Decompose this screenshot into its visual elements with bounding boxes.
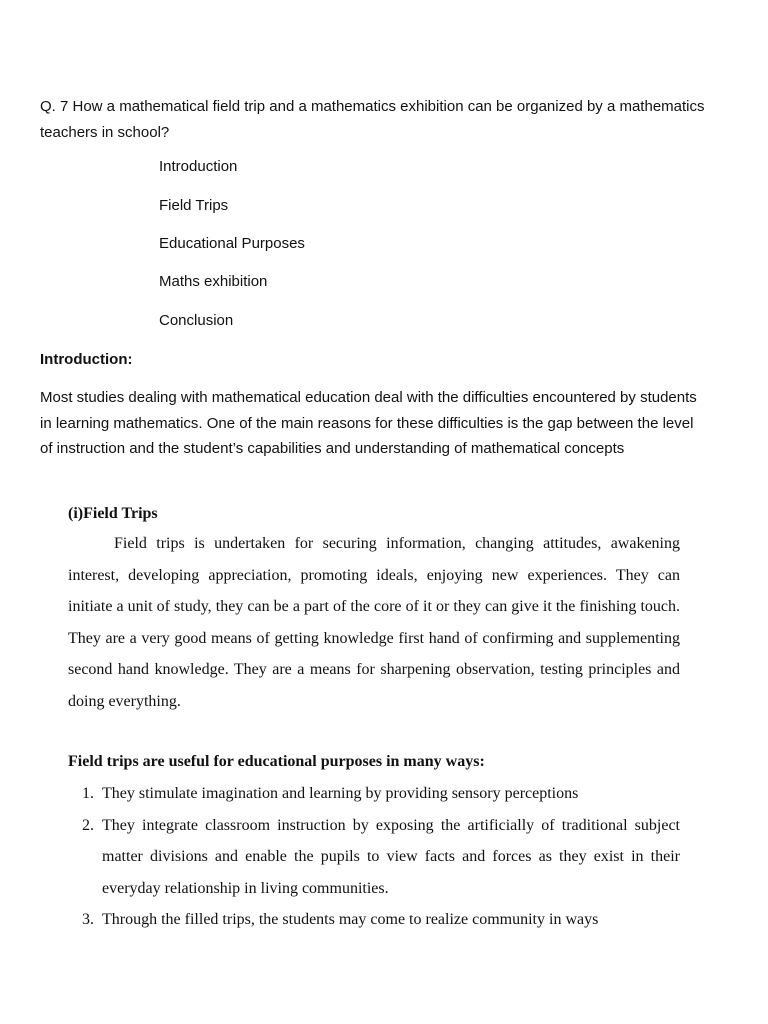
list-item [68,904,680,936]
list-item-number: 1. [82,785,94,802]
outline-item-maths-exhibition: Maths exhibition [159,273,268,290]
outline-item-educational-purposes: Educational Purposes [159,235,305,252]
field-trips-paragraph: Field trips is undertaken for securing information, changing attitudes, awakening interest, developing appreciation, promoting ideals, enjoying new experiences. They can initiate a unit of study, they can be a part of the core of it or they can give it the finishing touch. They are a very good means of getting knowledge first hand of confirming and supplementing second hand knowledge. They are a means for sharpening observation, testing principles and doing everything. [68,535,680,710]
question-text: Q. 7 How a mathematical field trip and a mathematics exhibition can be organized by a mathematics teachers in school? [40,98,705,141]
introduction-body: Most studies dealing with mathematical education deal with the difficulties encountered by students in learning mathematics. One of the main reasons for these difficulties is the gap between the level of instruction and the student’s capabilities and understanding of mathematical concepts [40,389,697,457]
list-item-text: Through the filled trips, the students may come to realize community in ways [102,911,599,928]
list-item [68,778,680,810]
outline-item-field-trips: Field Trips [159,197,229,214]
outline-item-conclusion: Conclusion [159,312,234,329]
list-item-text: They integrate classroom instruction by exposing the artificially of traditional subject matter divisions and enable the pupils to view facts and forces as they exist in their everyday relationship in living communities. [102,816,680,897]
outline-item-introduction: Introduction [159,158,238,175]
field-trips-heading: (i)Field Trips [68,505,158,522]
purposes-heading: Field trips are useful for educational purposes in many ways: [68,753,485,770]
list-item-number: 2. [82,816,94,834]
purposes-list [68,778,680,936]
list-item [68,810,680,905]
list-item-text: They stimulate imagination and learning by providing sensory perceptions [102,785,579,802]
list-item-number: 3. [82,911,94,928]
introduction-heading: Introduction: [40,351,133,368]
